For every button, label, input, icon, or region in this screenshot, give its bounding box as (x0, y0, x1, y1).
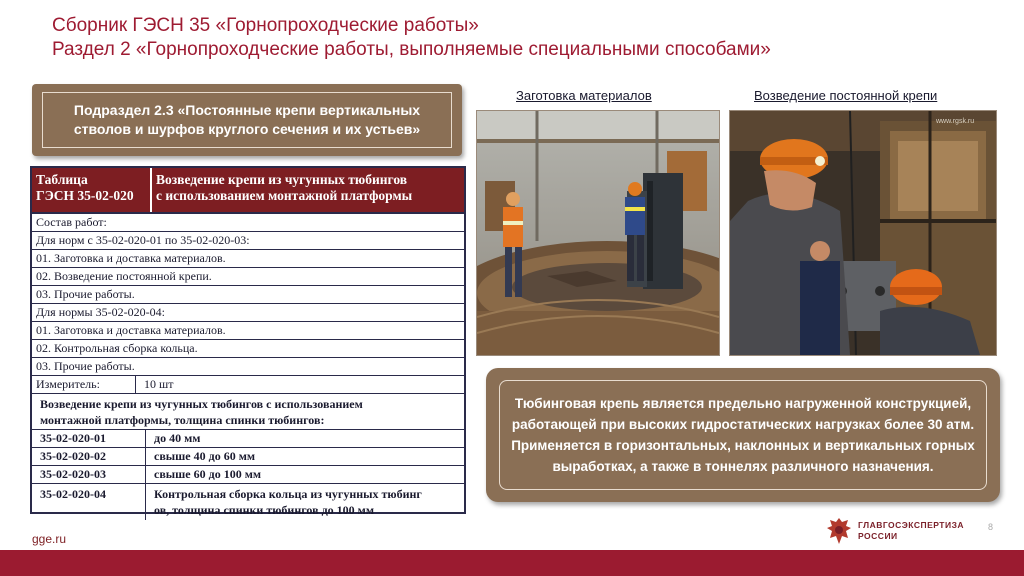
subsection-box (32, 84, 462, 156)
norm-code: 35-02-020-01 (32, 430, 146, 447)
code-row (32, 430, 464, 448)
norm-table (30, 166, 466, 517)
photo-watermark: www.rgsk.ru (936, 118, 975, 125)
norm-text: свыше 60 до 100 мм (154, 467, 262, 481)
description-line-1: Возведение крепи из чугунных тюбингов с использованием (40, 397, 363, 411)
norm-code: 35-02-020-02 (32, 448, 146, 465)
table-title-line-2: с использованием монтажной платформы (156, 188, 413, 203)
table-row: Для нормы 35-02-020-04: (32, 304, 464, 322)
table-label: Таблица (36, 172, 88, 187)
photo-materials (476, 110, 720, 356)
norm-text-line-2: ов, толщина спинки тюбингов до 100 мм (154, 503, 374, 517)
photo-caption-right: Возведение постоянной крепи (754, 88, 938, 103)
logo-text (858, 520, 964, 542)
table-row: Для норм с 35-02-020-01 по 35-02-020-03: (32, 232, 464, 250)
info-box (486, 368, 1000, 502)
table-code: ГЭСН 35-02-020 (36, 188, 134, 203)
table-row: Состав работ: (32, 214, 464, 232)
code-row (32, 466, 464, 484)
measure-row (32, 376, 464, 394)
table-row: 01. Заготовка и доставка материалов. (32, 250, 464, 268)
table-row: 01. Заготовка и доставка материалов. (32, 322, 464, 340)
measure-label: Измеритель: (32, 376, 136, 393)
subsection-line-2: стволов и шурфов круглого сечения и их устьев» (73, 121, 421, 137)
info-text: Тюбинговая крепь является предельно нагруженной конструкцией, работающей при высоких гидростатических нагрузках более 30 атм. Применяется в горизонтальных, наклонных и вертикальных горных выработках, а также в тоннелях различного назначения. (511, 396, 975, 474)
photo-installation (729, 110, 997, 356)
subsection-frame (42, 92, 452, 148)
slide-title (52, 14, 771, 62)
description-line-2: монтажной платформы, толщина спинки тюбингов: (40, 413, 325, 427)
organization-logo (826, 516, 964, 546)
eagle-emblem-icon (826, 516, 852, 546)
table-row: 02. Возведение постоянной крепи. (32, 268, 464, 286)
title-line-1: Сборник ГЭСН 35 «Горнопроходческие работы» (52, 15, 479, 36)
photo-caption-left: Заготовка материалов (516, 88, 652, 103)
norm-text (146, 484, 464, 520)
table-row: 03. Прочие работы. (32, 358, 464, 376)
footer-site[interactable]: gge.ru (32, 532, 67, 546)
page-number: 8 (988, 522, 994, 532)
footer-bar (0, 550, 1024, 576)
measure-value: 10 шт (144, 377, 174, 391)
table-header-title (152, 168, 464, 212)
table-row: 02. Контрольная сборка кольца. (32, 340, 464, 358)
norm-description (32, 394, 464, 430)
subsection-line-1: Подраздел 2.3 «Постоянные крепи вертикальных (73, 102, 421, 118)
title-line-2: Раздел 2 «Горнопроходческие работы, выполняемые специальными способами» (52, 39, 771, 60)
logo-line-1: ГЛАВГОСЭКСПЕРТИЗА (858, 520, 965, 530)
norm-text: свыше 40 до 60 мм (154, 449, 256, 463)
table-header-number (32, 168, 152, 212)
norm-code: 35-02-020-03 (32, 466, 146, 483)
norm-text-line-1: Контрольная сборка кольца из чугунных тюбинг (154, 487, 422, 501)
table-header (32, 168, 464, 214)
norm-code: 35-02-020-04 (32, 484, 146, 520)
table-row: 03. Прочие работы. (32, 286, 464, 304)
info-frame (499, 380, 987, 490)
norm-text: до 40 мм (154, 431, 201, 445)
table-title-line-1: Возведение крепи из чугунных тюбингов (156, 172, 408, 187)
logo-line-2: РОССИИ (858, 531, 898, 541)
code-row (32, 448, 464, 466)
code-row (32, 484, 464, 520)
